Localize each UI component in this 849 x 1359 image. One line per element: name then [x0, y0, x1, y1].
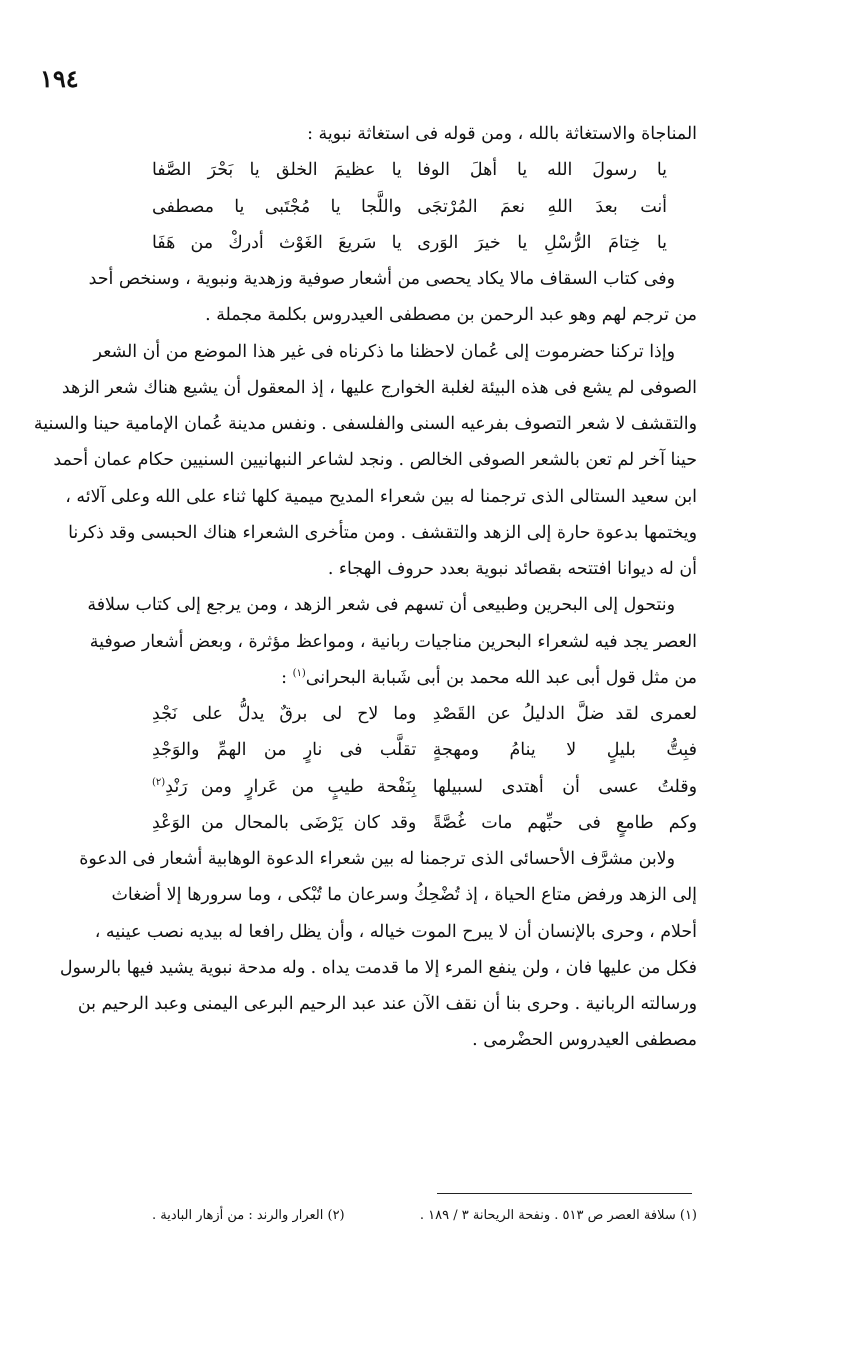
paragraph-line: حينا آخر لم تعن بالشعر الصوفى الخالص . ونجد لشاعر النبهانيين السنيين حكام عمان أحمد — [53, 450, 697, 471]
footnote-divider — [437, 1193, 692, 1194]
verse-first-hemistich: فبِتُّ بليلٍ لا ينامُ ومهجةٍ — [432, 740, 697, 761]
paragraph-saqqaf — [88, 261, 697, 334]
footnotes — [152, 1193, 697, 1226]
poem-istighatha — [152, 152, 697, 261]
main-text — [33, 116, 697, 1059]
paragraph-line: العصر يجد فيه لشعراء البحرين مناجيات ربانية ، ومواعظ مؤثرة ، وبعض أشعار صوفية — [89, 631, 697, 652]
paragraph-line: وفى كتاب السقاف مالا يكاد يحصى من أشعار صوفية وزهدية ونبوية ، وسنخص أحد — [88, 269, 675, 289]
verse-second-hemistich — [152, 769, 416, 805]
paragraph-line: الصوفى لم يشع فى هذه البيئة لغلبة الخوارج عليها ، إذ المعقول أن يشيع هناك شعر الزهد — [61, 377, 697, 398]
poem-bahrani — [152, 696, 697, 841]
verse-first-hemistich: يا رسولَ الله يا أهلَ الوفا — [417, 160, 667, 181]
verse-line — [152, 769, 697, 805]
paragraph-text-tail: : — [281, 667, 293, 688]
footnote-mark-1: (١) — [292, 667, 306, 679]
verse-first-hemistich: وكم طامعٍ فى حبِّهم مات غُصَّةً — [432, 812, 697, 833]
paragraph-line: وإذا تركنا حضرموت إلى عُمان لاحظنا ما ذكرناه فى غير هذا الموضع من أن الشعر — [93, 341, 675, 362]
verse-first-hemistich: لعمرى لقد ضلَّ الدليلُ عن القَصْدِ — [432, 704, 697, 724]
paragraph-line: ويختمها بدعوة حارة إلى الزهد والتقشف . ومن متأخرى الشعراء هناك الحبسى وقد ذكرنا — [68, 522, 697, 543]
verse-second-hemistich: يا عظيمَ الخلق يا بَحْرَ الصَّفا — [152, 160, 402, 181]
verse-second-hemistich: يا سَريعَ الغَوْث أدركْ من هَفَا — [152, 232, 402, 253]
paragraph-line — [152, 660, 697, 696]
intro-line: المناجاة والاستغاثة بالله ، ومن قوله فى استغاثة نبوية : — [307, 124, 697, 144]
verse-line — [152, 732, 697, 768]
footnote-1: (١) سلافة العصر ص ٥١٣ . ونفحة الريحانة ٣ / ١٨٩ . — [419, 1208, 697, 1223]
paragraph-bahrain — [87, 587, 697, 696]
paragraph-line: من ترجم لهم وهو عبد الرحمن بن مصطفى العيدروس بكلمة مجملة . — [205, 305, 697, 326]
verse-text: بِنَفْحة طيبٍ من عَرارٍ ومن رَنْدِ — [165, 776, 417, 797]
paragraph-line: مصطفى العيدروس الحضْرمى . — [472, 1030, 697, 1051]
verse-second-hemistich: وقد كان يَرْضَى بالمحال من الوَعْدِ — [152, 812, 417, 833]
paragraph-text: من مثل قول أبى عبد الله محمد بن أبى شَبابة البحرانى — [305, 667, 697, 688]
footnote-mark-2: (٢) — [152, 776, 166, 788]
paragraph-line: فكل من عليها فان ، ولن ينفع المرء إلا ما قدمت يداه . وله مدحة نبوية يشيد فيها بالرسول — [59, 957, 697, 978]
paragraph-line: إلى الزهد ورفض متاع الحياة ، إذ تُضْحِكُ وسرعان ما تُبْكى ، وما سرورها إلا أضغاث — [111, 885, 697, 906]
verse-line — [152, 152, 697, 188]
verse-second-hemistich: واللَّجا يا مُجْتَبى يا مصطفى — [152, 196, 402, 217]
paragraph-line: ابن سعيد الستالى الذى ترجمنا له بين شعراء المديح ميمية كلها ثناء على الله وعلى آلائه ، — [65, 486, 697, 507]
verse-first-hemistich: يا خِتامَ الرُّسْلِ يا خيرَ الوَرى — [417, 232, 667, 253]
footnote-row — [152, 1206, 697, 1226]
paragraph-line: ونتحول إلى البحرين وطبيعى أن تسهم فى شعر الزهد ، ومن يرجع إلى كتاب سلافة — [87, 595, 675, 616]
paragraph-line: ورسالته الربانية . وحرى بنا أن نقف الآن عند عبد الرحيم البرعى اليمنى وعبد الرحيم بن — [77, 994, 697, 1014]
verse-second-hemistich: وما لاح لى برقٌ يدلُّ على نَجْدِ — [152, 704, 417, 724]
paragraph-oman — [33, 334, 697, 588]
paragraph-ibn-musharraf — [59, 841, 697, 1059]
paragraph-line: والتقشف لا شعر التصوف بفرعيه السنى والفلسفى . ونفس مدينة عُمان الإمامية حينا والسنية — [33, 414, 697, 434]
paragraph-line: أحلام ، وحرى بالإنسان أن لا يبرح الموت خياله ، وأن يظل رافعا له بيديه نصب عينيه ، — [94, 921, 697, 942]
paragraph-line: أن له ديوانا افتتحه بقصائد نبوية بعدد حروف الهجاء . — [327, 559, 697, 579]
verse-line — [152, 225, 697, 261]
verse-second-hemistich: تقلَّب فى نارٍ من الهمِّ والوَجْدِ — [152, 740, 417, 761]
verse-line — [152, 696, 697, 732]
verse-line — [152, 805, 697, 841]
page-number: ١٩٤ — [40, 64, 79, 93]
verse-line — [152, 189, 697, 225]
verse-first-hemistich: وقلتُ عسى أن أهتدى لسبيلها — [432, 776, 697, 797]
verse-first-hemistich: أنت بعدَ اللهِ نعمَ المُرْتجَى — [417, 196, 667, 217]
paragraph-line: ولابن مشرَّف الأحسائى الذى ترجمنا له بين شعراء الدعوة الوهابية أشعار فى الدعوة — [79, 849, 675, 869]
footnote-2: (٢) العرار والرند : من أزهار البادية . — [152, 1208, 345, 1223]
